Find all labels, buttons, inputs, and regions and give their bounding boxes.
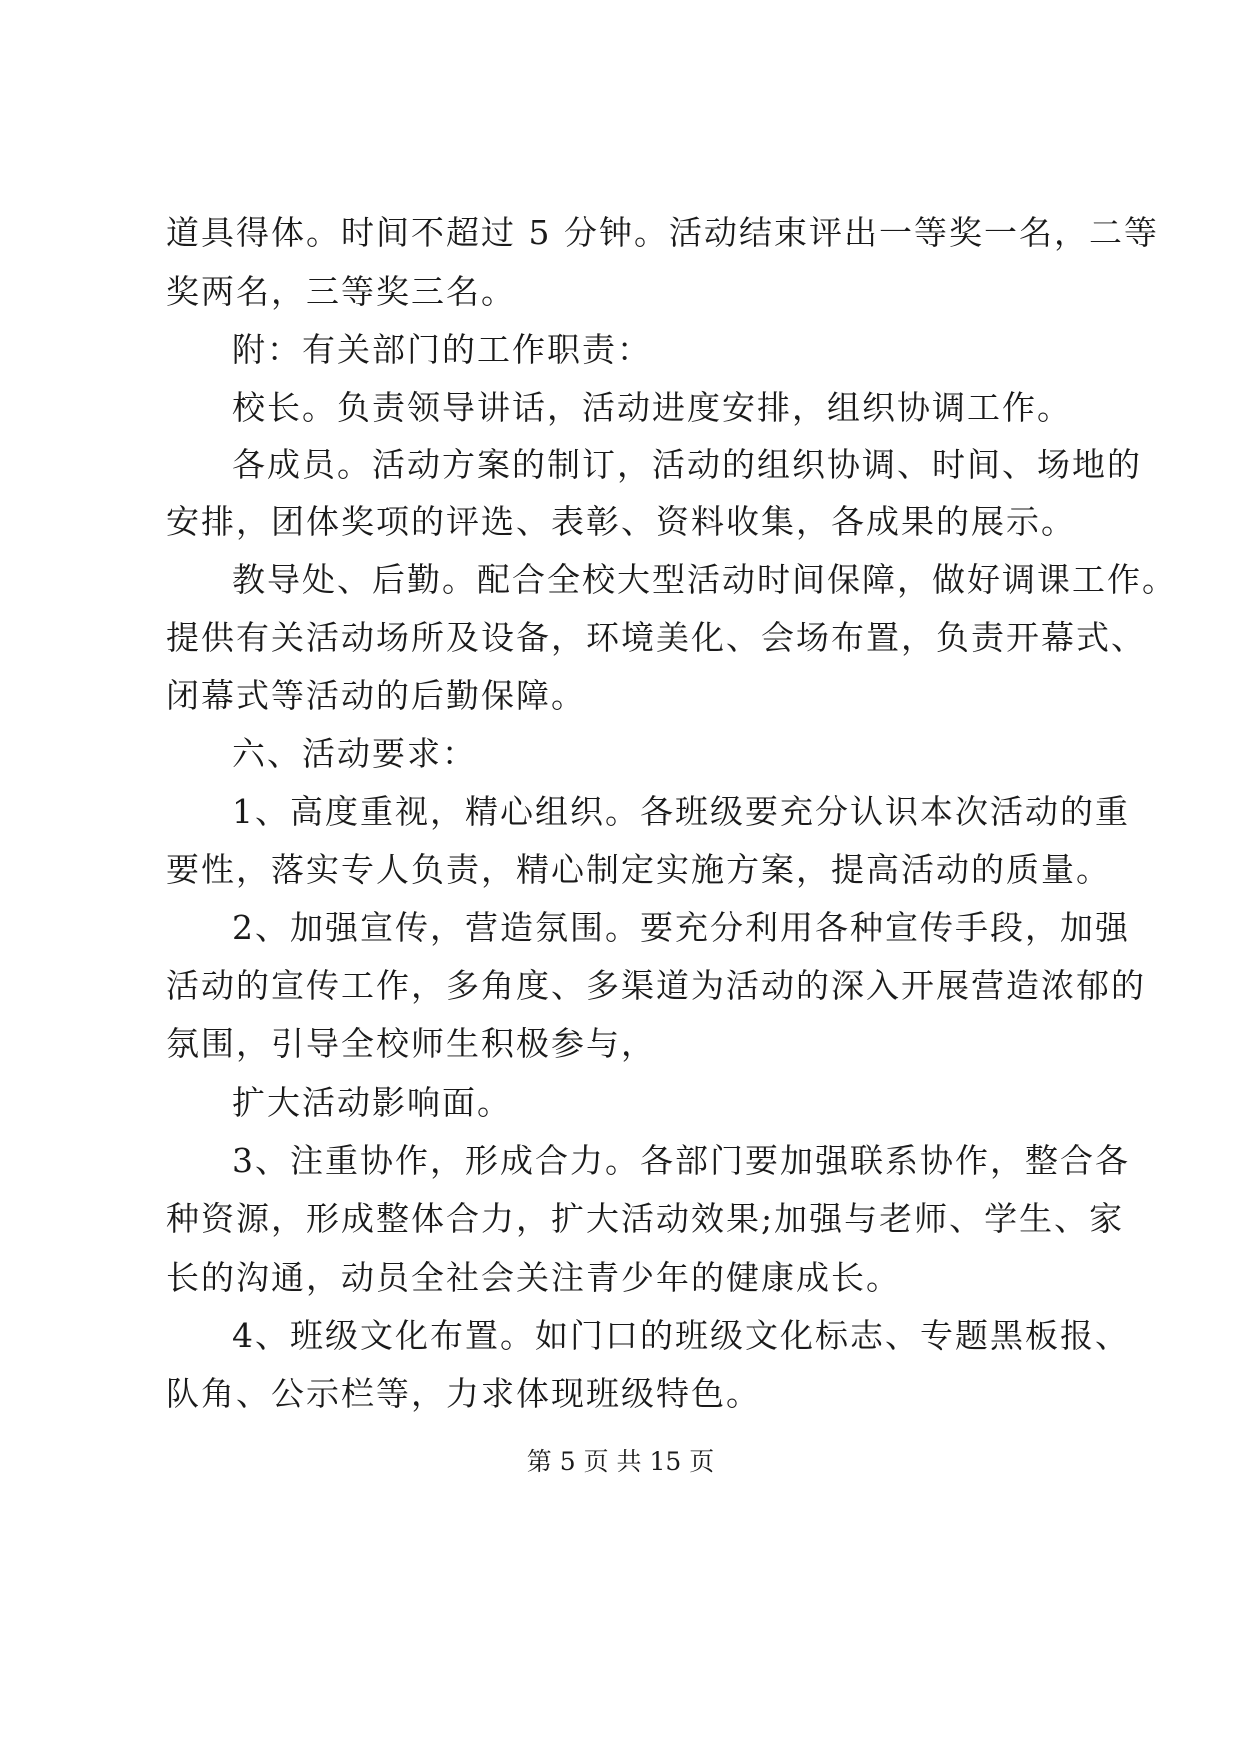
text-line: 队角、公示栏等，力求体现班级特色。 [166, 1374, 761, 1413]
text-line: 提供有关活动场所及设备，环境美化、会场布置，负责开幕式、 [166, 618, 1146, 657]
text-line: 要性，落实专人负责，精心制定实施方案，提高活动的质量。 [166, 850, 1111, 889]
text-line: 教导处、后勤。配合全校大型活动时间保障，做好调课工作。 [232, 560, 1177, 599]
page-number-footer: 第 5 页 共 15 页 [526, 1447, 715, 1476]
text-line: 道具得体。时间不超过 5 分钟。活动结束评出一等奖一名，二等 [166, 213, 1159, 252]
text-line: 奖两名，三等奖三名。 [166, 272, 516, 311]
text-line: 闭幕式等活动的后勤保障。 [166, 676, 586, 715]
text-line: 种资源，形成整体合力，扩大活动效果;加强与老师、学生、家 [166, 1199, 1125, 1238]
text-line: 长的沟通，动员全社会关注青少年的健康成长。 [166, 1258, 901, 1297]
text-line: 4、班级文化布置。如门口的班级文化标志、专题黑板报、 [232, 1316, 1130, 1355]
text-line: 2、加强宣传，营造氛围。要充分利用各种宣传手段，加强 [232, 908, 1130, 947]
text-line: 各成员。活动方案的制订，活动的组织协调、时间、场地的 [232, 445, 1142, 484]
text-line: 活动的宣传工作，多角度、多渠道为活动的深入开展营造浓郁的 [166, 966, 1146, 1005]
text-line: 扩大活动影响面。 [232, 1083, 512, 1122]
section-heading: 六、活动要求： [232, 734, 477, 773]
text-line: 1、高度重视，精心组织。各班级要充分认识本次活动的重 [232, 792, 1130, 831]
text-line: 3、注重协作，形成合力。各部门要加强联系协作，整合各 [232, 1141, 1130, 1180]
text-line: 氛围，引导全校师生积极参与， [166, 1024, 656, 1063]
text-line: 校长。负责领导讲话，活动进度安排，组织协调工作。 [232, 388, 1072, 427]
text-line: 安排，团体奖项的评选、表彰、资料收集，各成果的展示。 [166, 502, 1076, 541]
text-line: 附：有关部门的工作职责： [232, 330, 652, 369]
